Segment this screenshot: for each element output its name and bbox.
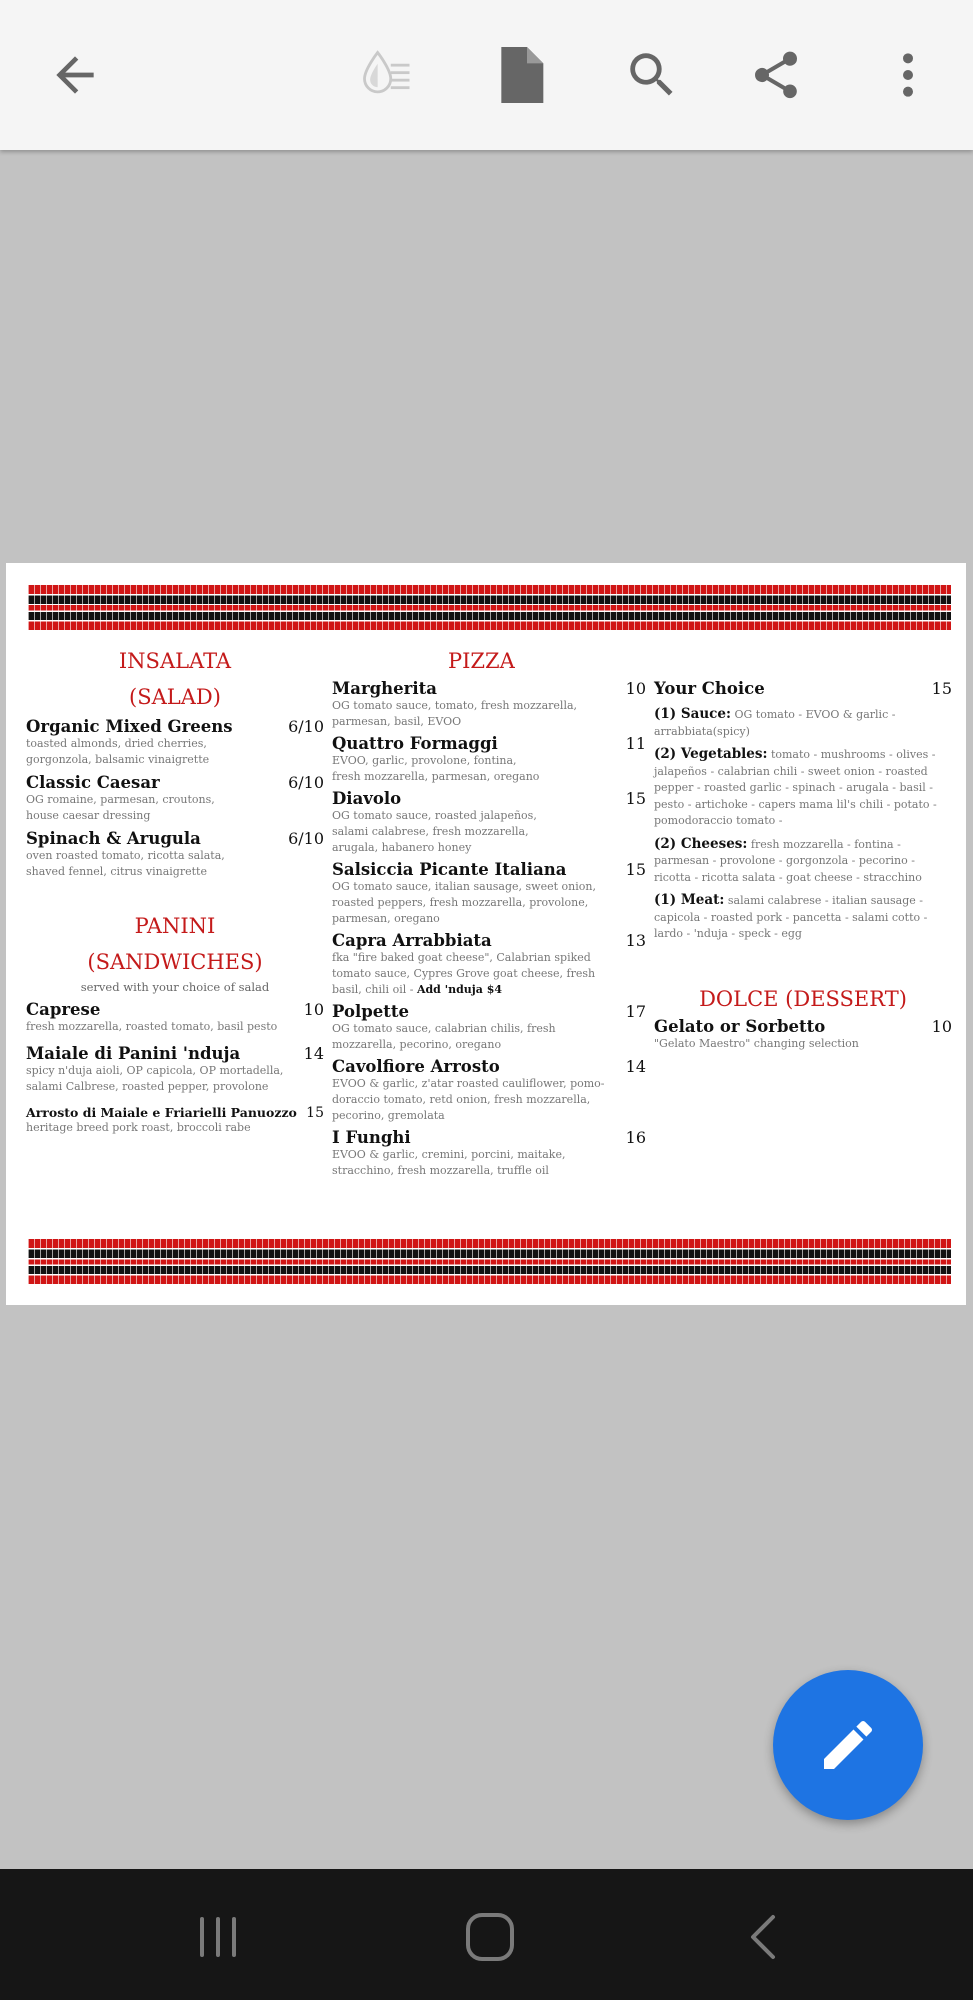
- item-name: Caprese: [26, 1000, 101, 1019]
- menu-item: [332, 1128, 646, 1179]
- choice-label: (1) Meat:: [654, 892, 725, 908]
- panini-title-line1: PANINI: [134, 914, 216, 938]
- menu-item: [26, 773, 324, 824]
- item-price: 15: [306, 1105, 324, 1121]
- salad-title-line1: INSALATA: [118, 649, 232, 673]
- item-name: Capra Arrabbiata: [332, 931, 492, 950]
- your-choice-item: [654, 679, 952, 698]
- item-desc: spicy n'duja aioli, OP capicola, OP mortadella,: [26, 1064, 284, 1077]
- item-price: 10: [625, 679, 646, 698]
- item-desc: EVOO & garlic, cremini, porcini, maitake,: [332, 1148, 566, 1161]
- panini-title-line2: (SANDWICHES): [87, 950, 263, 974]
- item-desc: mozzarella, pecorino, oregano: [332, 1038, 502, 1051]
- home-icon[interactable]: [450, 1899, 530, 1974]
- choice-text: tomato - mushrooms - olives - jalapeños - calabrian chili - sweet onion - roasted pepper - roasted garlic - spinach - arugala - basil - pesto - artichoke - capers mama lil's chili - potato - pomodoraccio tomato -: [654, 748, 937, 827]
- item-desc: roasted peppers, fresh mozzarella, provolone,: [332, 896, 589, 909]
- edit-fab-button[interactable]: [773, 1670, 923, 1820]
- share-icon[interactable]: [746, 45, 806, 105]
- item-desc: pecorino, gremolata: [332, 1109, 445, 1122]
- right-column: [654, 679, 952, 1052]
- item-name: Your Choice: [654, 679, 765, 698]
- item-desc: shaved fennel, citrus vinaigrette: [26, 865, 207, 878]
- pizza-title: PIZZA: [448, 649, 515, 673]
- choice-text: salami calabrese - italian sausage - capicola - roasted pork - pancetta - salami cotto - lardo - 'nduja - speck - egg: [654, 894, 928, 940]
- item-desc: salami Calbrese, roasted pepper, provolone: [26, 1080, 269, 1093]
- item-price: 16: [625, 1128, 646, 1147]
- decorative-stripe-top: [28, 585, 951, 630]
- item-desc: arugala, habanero honey: [332, 841, 472, 854]
- menu-item: [26, 829, 324, 880]
- item-price: 10: [303, 1000, 324, 1019]
- item-name: Organic Mixed Greens: [26, 717, 233, 736]
- menu-page: [6, 563, 966, 1305]
- menu-item: [332, 931, 646, 998]
- item-name: Cavolfiore Arrosto: [332, 1057, 500, 1076]
- menu-item: [26, 1000, 324, 1035]
- item-desc: gorgonzola, balsamic vinaigrette: [26, 753, 210, 766]
- item-price: 6/10: [288, 829, 324, 848]
- item-price: 15: [625, 860, 646, 879]
- add-on-note: Add 'nduja $4: [416, 983, 502, 996]
- item-desc: parmesan, basil, EVOO: [332, 715, 462, 728]
- menu-item: [26, 717, 324, 768]
- item-price: 15: [931, 679, 952, 698]
- item-desc: [332, 982, 646, 998]
- item-desc: salami calabrese, fresh mozzarella,: [332, 825, 529, 838]
- choice-vegetables: [654, 746, 952, 830]
- item-desc: OG tomato sauce, roasted jalapeños,: [332, 809, 537, 822]
- item-name: I Funghi: [332, 1128, 411, 1147]
- menu-item: [26, 1105, 324, 1136]
- item-desc: house caesar dressing: [26, 809, 151, 822]
- search-icon[interactable]: [622, 45, 682, 105]
- recents-icon[interactable]: [178, 1899, 258, 1974]
- choice-label: (2) Cheeses:: [654, 835, 748, 852]
- dessert-title: DOLCE (DESSERT): [699, 986, 907, 1011]
- choice-label: (2) Vegetables:: [654, 746, 768, 762]
- top-toolbar: [0, 0, 973, 150]
- menu-item: [332, 860, 646, 927]
- choice-cheeses: [654, 836, 952, 887]
- item-desc: fka "fire baked goat cheese", Calabrian spiked: [332, 951, 591, 964]
- item-name: Margherita: [332, 679, 437, 698]
- item-price: 13: [625, 931, 646, 950]
- back-icon[interactable]: [722, 1899, 802, 1974]
- panini-note: served with your choice of salad: [80, 980, 270, 994]
- choice-meat: [654, 892, 952, 943]
- item-name: Arrosto di Maiale e Friarielli Panuozzo: [26, 1105, 297, 1120]
- item-price: 14: [303, 1044, 324, 1063]
- item-desc: toasted almonds, dried cherries,: [26, 737, 207, 750]
- system-nav-bar: [0, 1869, 973, 2000]
- item-name: Spinach & Arugula: [26, 829, 201, 848]
- menu-item: [332, 789, 646, 856]
- item-price: 14: [625, 1057, 646, 1076]
- menu-item: [654, 1017, 952, 1052]
- item-desc: doraccio tomato, retd onion, fresh mozzarella,: [332, 1093, 591, 1106]
- item-desc: fresh mozzarella, roasted tomato, basil pesto: [26, 1020, 278, 1033]
- item-desc-text: basil, chili oil -: [332, 983, 417, 996]
- item-name: Quattro Formaggi: [332, 734, 498, 753]
- salad-title-line2: (SALAD): [129, 685, 221, 709]
- item-desc: OG tomato sauce, calabrian chilis, fresh: [332, 1022, 556, 1035]
- item-desc: "Gelato Maestro" changing selection: [654, 1036, 859, 1050]
- item-price: 6/10: [288, 773, 324, 792]
- more-vert-icon[interactable]: [878, 45, 938, 105]
- left-column: [26, 643, 324, 1136]
- choice-label: (1) Sauce:: [654, 706, 731, 722]
- choice-text: fresh mozzarella - fontina - parmesan - provolone - gorgonzola - pecorino - ricotta - ricotta salata - goat cheese - stracchino: [654, 837, 922, 884]
- item-name: Polpette: [332, 1002, 410, 1021]
- item-name: Salsiccia Picante Italiana: [332, 860, 567, 879]
- item-desc: OG tomato sauce, tomato, fresh mozzarella,: [332, 699, 578, 712]
- item-desc: oven roasted tomato, ricotta salata,: [26, 849, 225, 862]
- menu-item: [332, 679, 646, 730]
- back-arrow-icon[interactable]: [45, 45, 105, 105]
- pencil-icon: [816, 1713, 880, 1777]
- item-price: 15: [625, 789, 646, 808]
- item-name: Classic Caesar: [26, 773, 160, 792]
- item-desc: tomato sauce, Cypres Grove goat cheese, fresh: [332, 967, 596, 980]
- item-desc: parmesan, oregano: [332, 912, 440, 925]
- middle-column: [332, 643, 646, 1179]
- item-price: 10: [931, 1016, 952, 1036]
- ink-saver-icon[interactable]: [357, 45, 417, 105]
- item-desc: heritage breed pork roast, broccoli rabe: [26, 1121, 251, 1134]
- menu-item: [332, 1057, 646, 1124]
- item-price: 6/10: [288, 717, 324, 736]
- item-price: 17: [625, 1002, 646, 1021]
- item-desc: OG romaine, parmesan, croutons,: [26, 793, 215, 806]
- menu-item: [26, 1044, 324, 1095]
- choice-text: OG tomato - EVOO & garlic - arrabbiata(spicy): [654, 708, 896, 738]
- item-desc: OG tomato sauce, italian sausage, sweet onion,: [332, 880, 596, 893]
- file-icon[interactable]: [490, 45, 550, 105]
- item-name: Maiale di Panini 'nduja: [26, 1044, 241, 1063]
- menu-item: [332, 1002, 646, 1053]
- choice-sauce: [654, 706, 952, 740]
- item-name: Gelato or Sorbetto: [654, 1016, 826, 1036]
- item-desc: EVOO, garlic, provolone, fontina,: [332, 754, 517, 767]
- menu-item: [332, 734, 646, 785]
- item-name: Diavolo: [332, 789, 402, 808]
- item-desc: stracchino, fresh mozzarella, truffle oil: [332, 1164, 549, 1177]
- item-desc: EVOO & garlic, z'atar roasted cauliflower, pomo-: [332, 1077, 605, 1090]
- item-price: 11: [625, 734, 646, 753]
- item-desc: fresh mozzarella, parmesan, oregano: [332, 770, 540, 783]
- decorative-stripe-bottom: [28, 1239, 951, 1284]
